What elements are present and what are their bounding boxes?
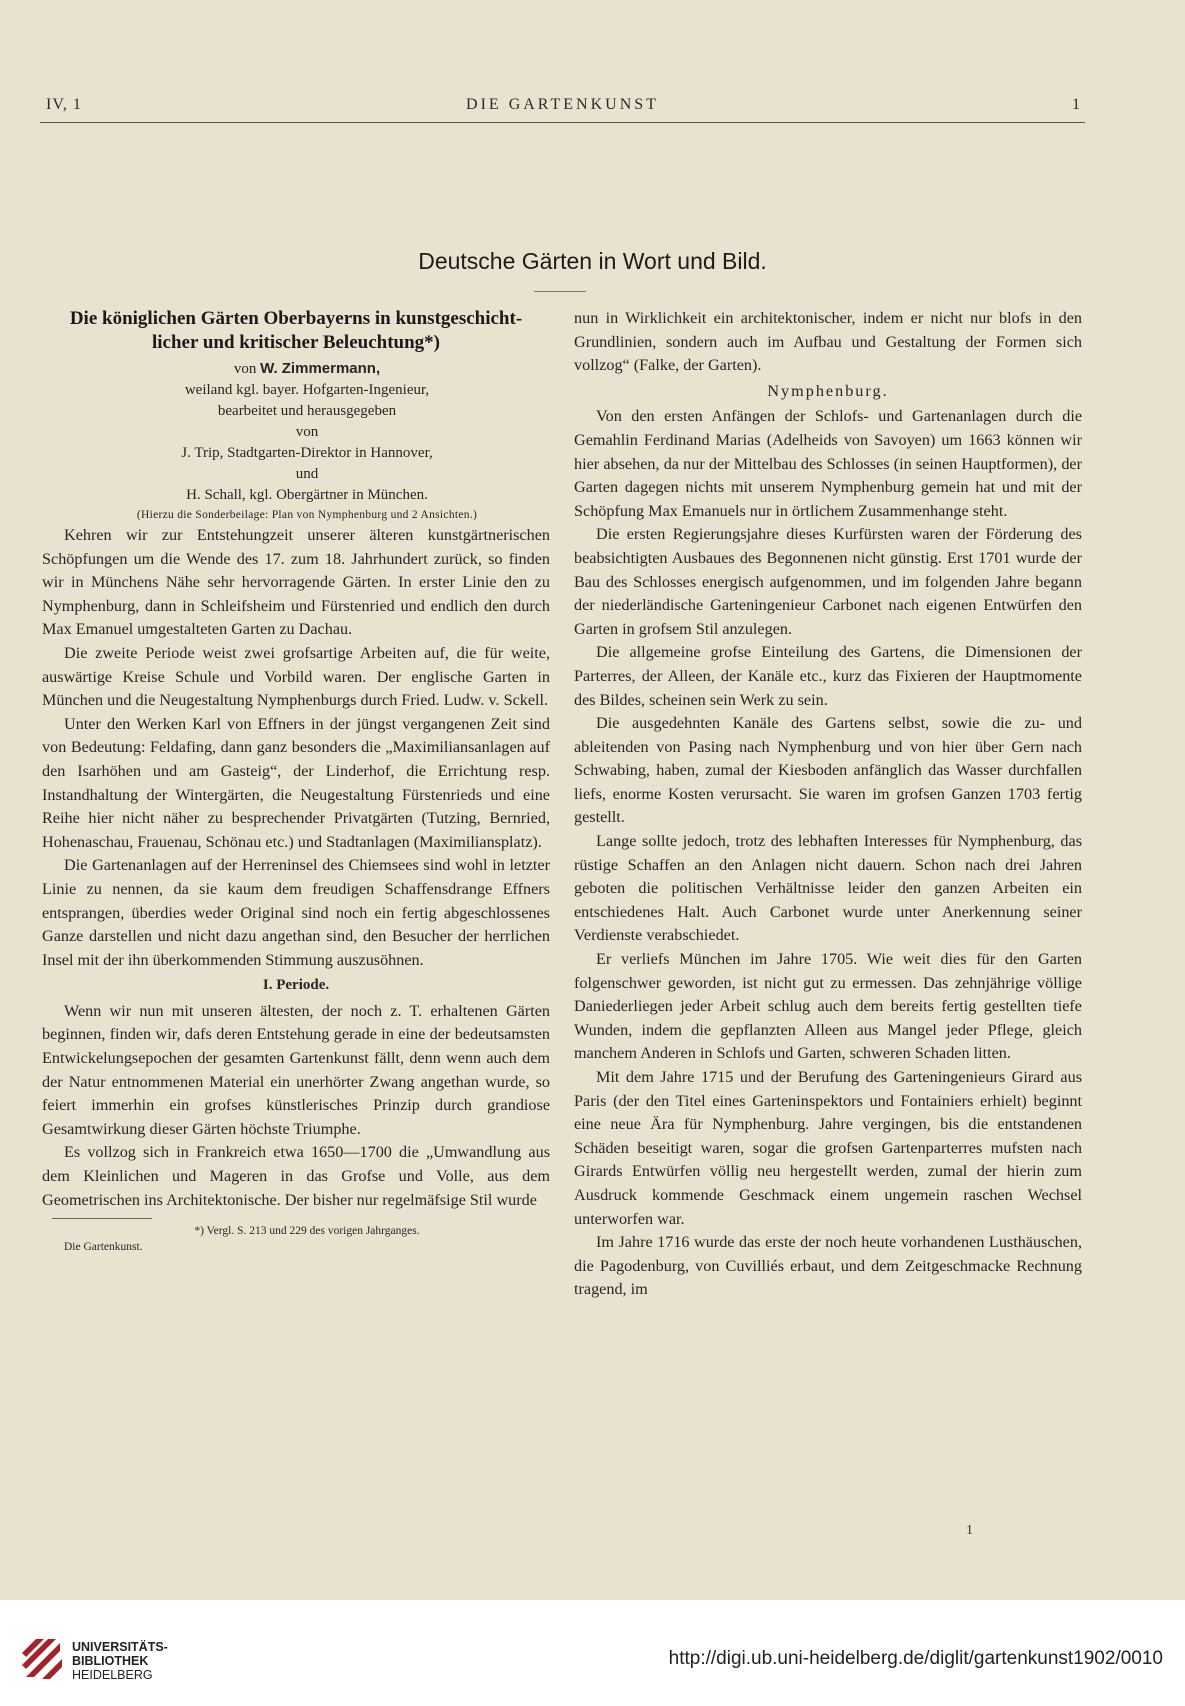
edited-line: bearbeitet und herausgegeben xyxy=(217,403,397,419)
left-column xyxy=(42,307,550,1255)
library-name xyxy=(72,1640,168,1682)
title-divider xyxy=(534,291,586,292)
and-line: und xyxy=(295,466,319,482)
library-line-3: HEIDELBERG xyxy=(72,1668,153,1682)
paragraph: Die ausgedehnten Kanäle des Gartens selbst, sowie die zu- und ableitenden von Pasing nach Nymphenburg und von hier über Gern nach Schwabing, haben, zumal der Kiesboden anfänglich das Wasser durchfallen liefs, enorme Kosten verursacht. Sie waren im grofsen Ganzen 1703 fertig gestellt. xyxy=(574,714,1082,827)
paragraph: Wenn wir nun mit unseren ältesten, der noch z. T. erhaltenen Gärten beginnen, finden wir, dafs deren Entstehung gerade in eine der bedeutsamsten Entwickelungsepochen der gesamten Gartenkunst fällt, denn wenn auch dem der Natur entnommenen Material ein unerhörter Zwang angethan wurde, so feiert immerhin ein grofses künstlerisches Prinzip durch grandiose Gesamtwirkung dieser Gärten höchste Triumphe. xyxy=(42,1001,550,1138)
by-prefix: von xyxy=(233,361,257,377)
signature-page-mark: 1 xyxy=(966,1523,973,1538)
paragraph: Lange sollte jedoch, trotz des lebhaften Interesses für Nymphenburg, das rüstige Schaffen an den Anlagen nicht dauern. Schon nach drei Jahren geboten die politischen Verhältnisse leider den ganzen Arbeiten ein entschiedenes Halt. Auch Carbonet wurde unter Anerkennung seiner Verdienste verabschiedet. xyxy=(574,832,1082,945)
running-header xyxy=(40,96,1085,123)
footnote: *) Vergl. S. 213 und 229 des vorigen Jahrganges. xyxy=(194,1225,420,1238)
footnote-rule xyxy=(52,1218,152,1219)
article-title-line-1: Die königlichen Gärten Oberbayerns in kunstgeschicht- xyxy=(69,308,523,329)
library-line-2: BIBLIOTHEK xyxy=(72,1654,149,1668)
paragraph: Er verliefs München im Jahre 1705. Wie weit dies für den Garten folgenschwer geworden, ist nicht gut zu ermessen. Das zehnjährige völlige Daniederliegen jeder Arbeit schlug auch dem bereits fertig gestellten tiefe Wunden, indem die gepflanzten Alleen aus Mangel jeder Pflege, gleich manchem Anderen in Schlofs und Garten, schweren Schaden litten. xyxy=(574,950,1082,1063)
author-line xyxy=(42,358,550,380)
paragraph: Von den ersten Anfängen der Schlofs- und Gartenanlagen durch die Gemahlin Ferdinand Marias (Adelheids von Savoyen) um 1663 können wir hier absehen, da nur der Mittelbau des Schlosses (in seinen Hauptformen), der Garten dagegen nichts mit unserem Nymphenburg gemein hat und mit der Schöpfung Max Emanuels nur in örtlichem Zusammenhange steht. xyxy=(574,407,1082,520)
section-heading-nymphenburg: Nymphenburg. xyxy=(767,381,889,400)
paragraph: Es vollzog sich in Frankreich etwa 1650—1700 die „Umwandlung aus dem Kleinlichen und Mageren in das Grofse und Volle, aus dem Geometrischen ins Architektonische. Der bisher nur regelmäfsige Stil wurde xyxy=(42,1143,550,1209)
library-line-1: UNIVERSITÄTS- xyxy=(72,1640,168,1654)
paragraph: Im Jahre 1716 wurde das erste der noch heute vorhandenen Lusthäuschen, die Pagodenburg, von Cuvilliés erbaut, und dem Zeitgeschmacke Rechnung tragend, im xyxy=(574,1233,1082,1299)
source-url-link[interactable]: http://digi.ub.uni-heidelberg.de/diglit/gartenkunst1902/0010 xyxy=(668,1648,1163,1669)
paragraph: Mit dem Jahre 1715 und der Berufung des Garteningenieurs Girard aus Paris (der den Titel eines Garteninspektors und Fontainiers erhielt) beginnt eine neue Ära für Nymphenburg. Jahre vergingen, bis die entstandenen Schäden beseitigt waren, sogar die grofsen Gartenparterres mufsten nach Girards Entwürfen völlig neu hergestellt werden, zumal der hierin zum Ausdruck kommende Geschmack einem ungemein raschen Wechsel unterworfen war. xyxy=(574,1068,1082,1228)
by-line-2: von xyxy=(295,424,319,440)
editor-1: J. Trip, Stadtgarten-Direktor in Hannover, xyxy=(181,445,433,461)
editor-2: H. Schall, kgl. Obergärtner in München. xyxy=(186,487,428,503)
author-role: weiland kgl. bayer. Hofgarten-Ingenieur, xyxy=(184,382,430,398)
volume-number: IV, 1 xyxy=(46,96,82,113)
section-heading: I. Periode. xyxy=(262,977,330,994)
author-name: W. Zimmermann, xyxy=(260,360,381,377)
page-number: 1 xyxy=(1072,96,1081,113)
paragraph: Die Gartenanlagen auf der Herreninsel des Chiemsees sind wohl in letzter Linie zu nennen, da sie kaum dem freudigen Schaffensdrange Effners entsprangen, überdies weder Original sind noch ein fertig abgeschlossenes Ganze darstellen und nicht dazu angethan sind, den Besucher der herrlichen Insel mit der ihn überkommenden Stimmung auszusöhnen. xyxy=(42,856,550,969)
paragraph: Die ersten Regierungsjahre dieses Kurfürsten waren der Förderung des beabsichtigten Ausbaues des Begonnenen nicht günstig. Erst 1701 wurde der Bau des Schlosses energisch aufgenommen, und im folgenden Jahre begann der niederländische Garteningenieur Carbonet nach eigenen Entwürfen den Garten in grofsem Stil anzulegen. xyxy=(574,525,1082,638)
journal-signature: Die Gartenkunst. xyxy=(64,1241,143,1254)
supplement-note: (Hierzu die Sonderbeilage: Plan von Nymphenburg und 2 Ansichten.) xyxy=(136,509,478,521)
main-title: Deutsche Gärten in Wort und Bild. xyxy=(418,248,767,274)
journal-name: DIE GARTENKUNST xyxy=(466,96,659,113)
article-title-line-2: licher und kritischer Beleuchtung*) xyxy=(151,332,440,353)
paragraph: nun in Wirklichkeit ein architektonischer, indem er nicht nur blofs in den Grundlinien, sondern auch im Aufbau und Gestaltung der Formen sich vollzog“ (Falke, der Garten). xyxy=(574,309,1082,375)
footer-bar xyxy=(0,1600,1185,1706)
paragraph: Kehren wir zur Entstehungzeit unserer älteren kunstgärtnerischen Schöpfungen um die Wende des 17. zum 18. Jahrhundert zurück, so finden wir in Münchens Nähe sehr hervorragende Gärten. In erster Linie den zu Nymphenburg, dann in Schleifsheim und Fürstenried und endlich den durch Max Emanuel umgestalteten Garten zu Dachau. xyxy=(42,526,550,639)
right-column xyxy=(574,307,1082,1302)
paragraph: Die allgemeine grofse Einteilung des Gartens, die Dimensionen der Parterres, der Alleen, der Kanäle etc., kurz das Fixieren der Hauptmomente des Bildes, scheinen sein Werk zu sein. xyxy=(574,643,1082,709)
paragraph: Unter den Werken Karl von Effners in der jüngst vergangenen Zeit sind von Bedeutung: Feldafing, dann ganz besonders die „Maximiliansanlagen auf den Isarhöhen und am Gasteig“, der Linderhof, die Errichtung resp. Instandhaltung der Wintergärten, die Neugestaltung Fürstenrieds und eine Reihe hier nicht näher zu besprechender Privatgärten (Tutzing, Bernried, Hohenaschau, Frauenau, Schönau etc.) und Stadtanlagen (Maximiliansplatz). xyxy=(42,714,550,851)
paragraph: Die zweite Periode weist zwei grofsartige Arbeiten auf, die für weite, auswärtige Kreise Schule und Vorbild waren. Der englische Garten in München und die Neugestaltung Nymphenburgs durch Fried. Ludw. v. Sckell. xyxy=(42,643,550,710)
library-logo-icon xyxy=(18,1635,66,1683)
article-title xyxy=(42,307,550,355)
